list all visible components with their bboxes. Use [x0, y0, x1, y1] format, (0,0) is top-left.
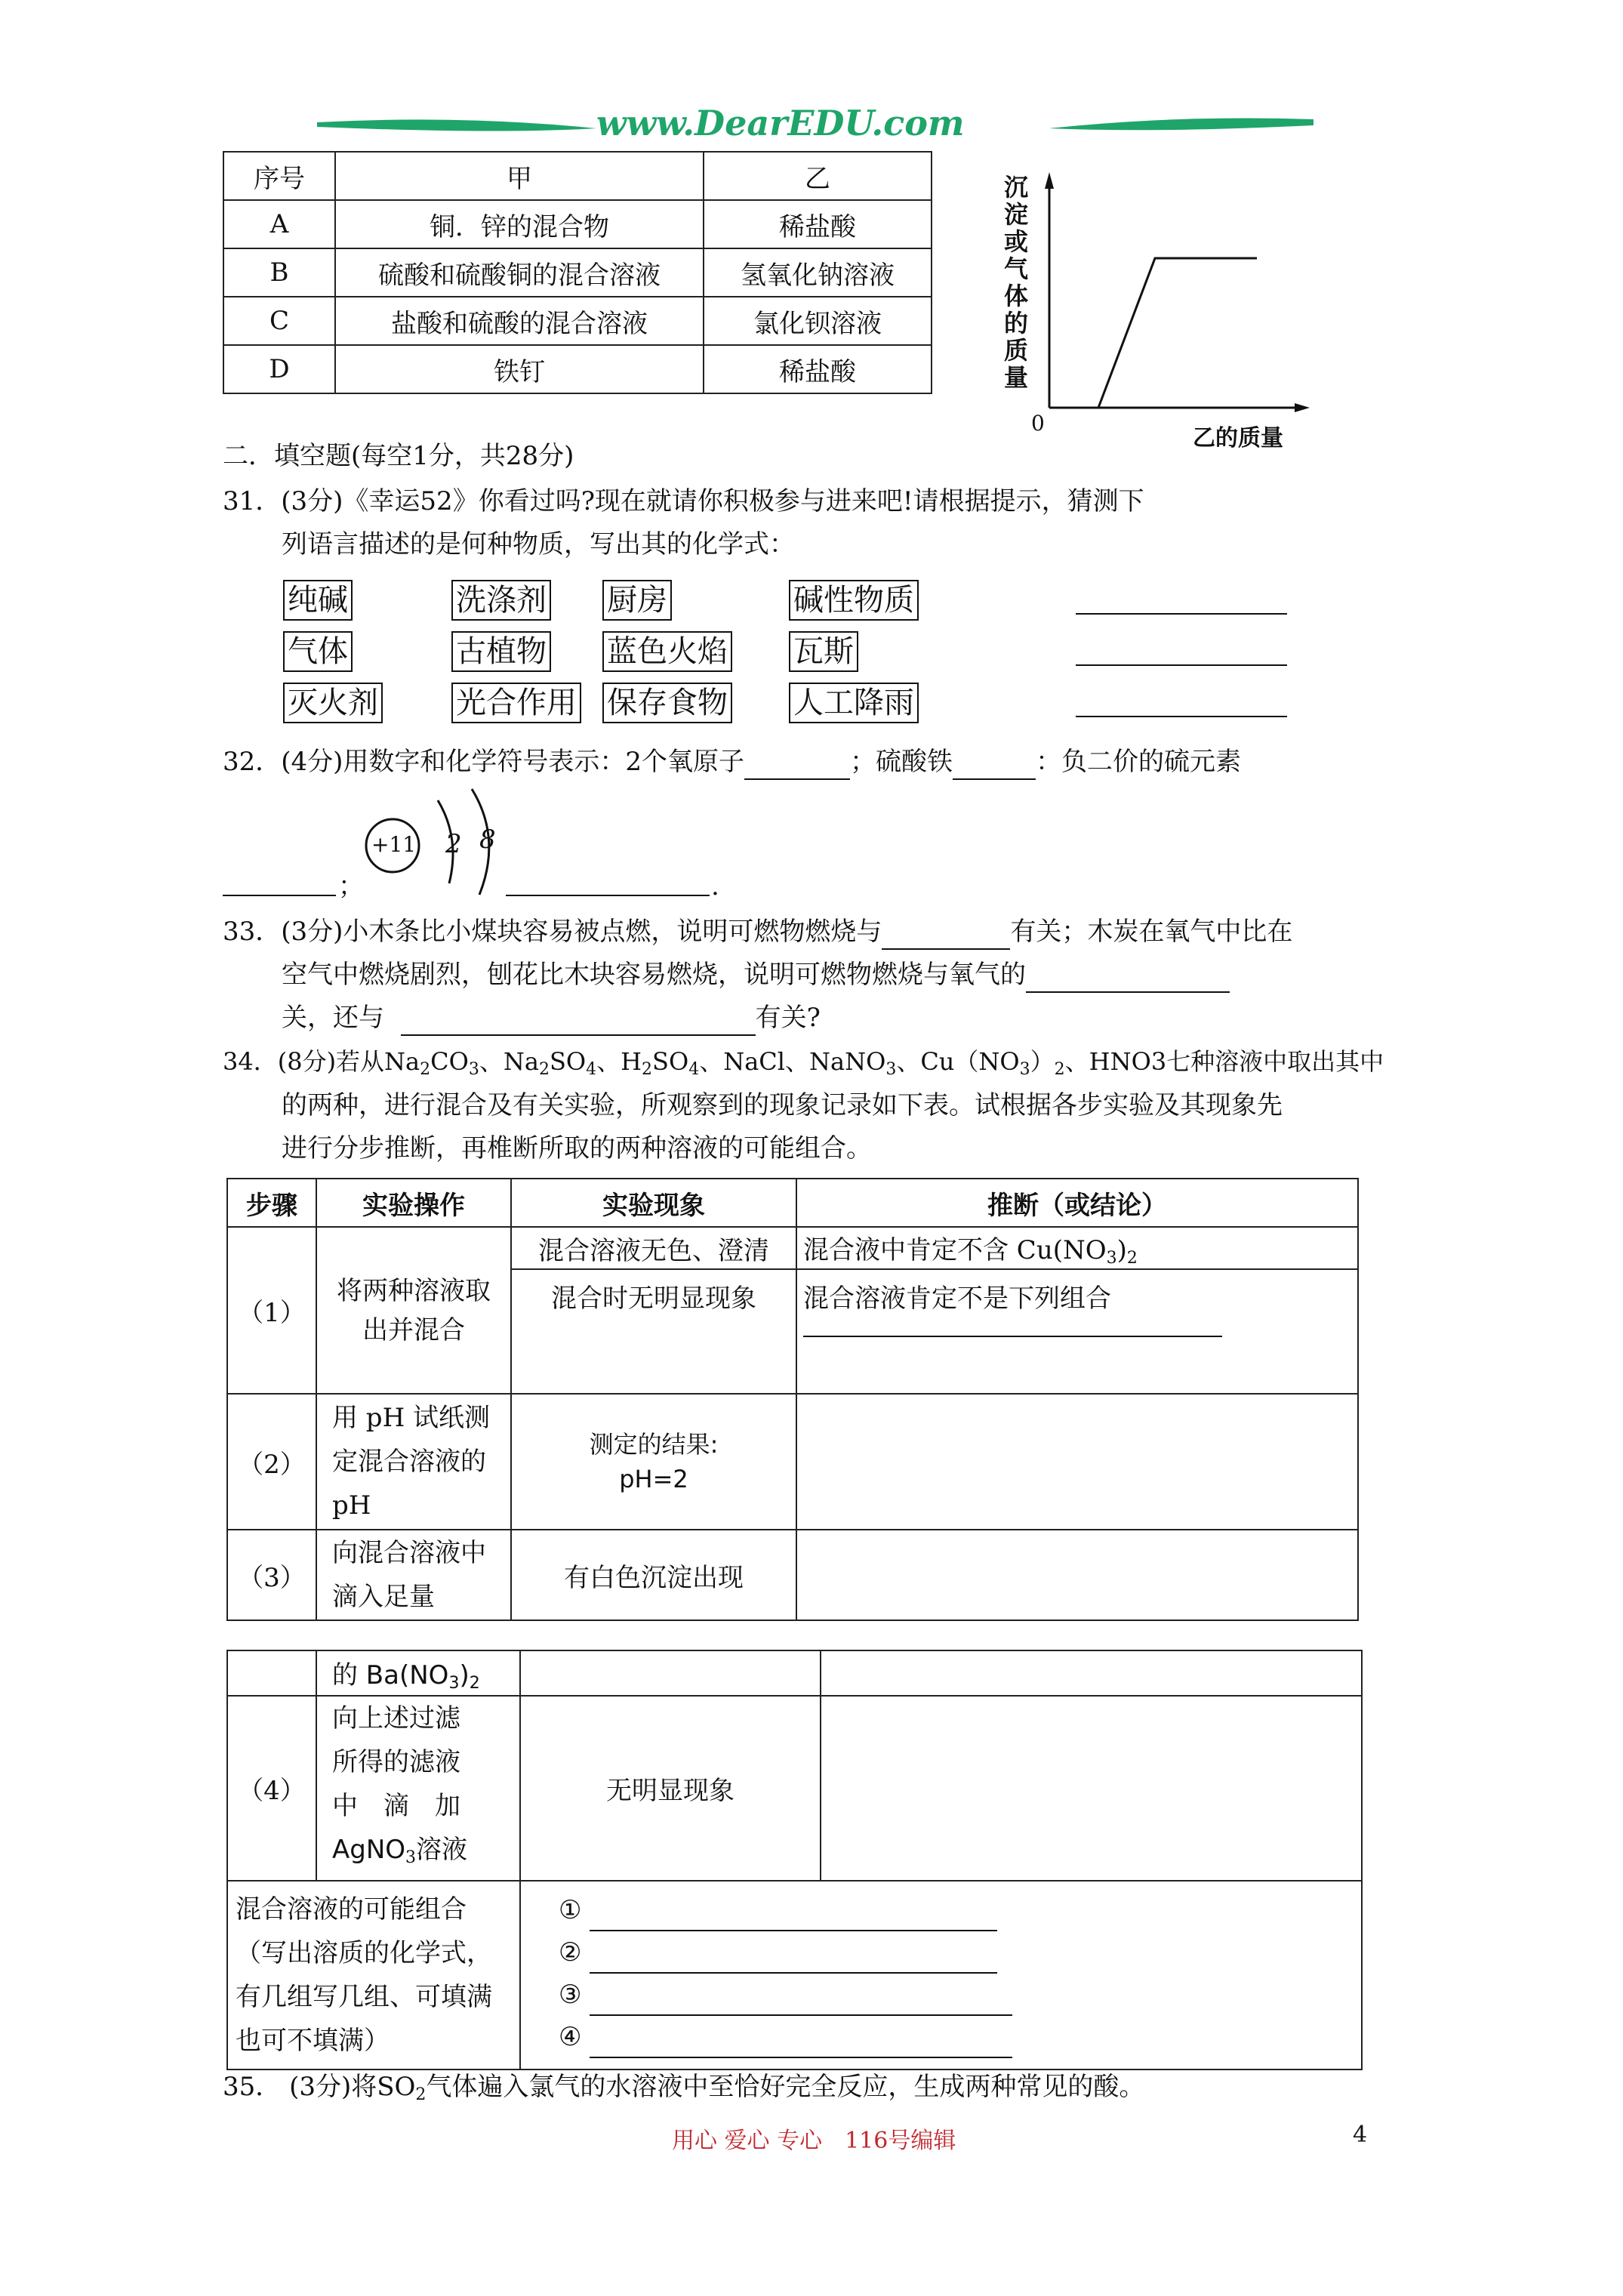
graph-ylabel: 沉淀或气体的质量 — [1004, 173, 1029, 392]
q33-line3 — [282, 1000, 821, 1036]
table-reagents — [223, 151, 932, 394]
q33-text: 关，还与 — [282, 1003, 384, 1033]
q31-line2: 列语言描述的是何种物质，写出其的化学式： — [282, 529, 795, 559]
ph-value: pH=2 — [619, 1465, 688, 1493]
table-header: 实验操作 — [316, 1179, 511, 1227]
answer-line — [1076, 716, 1287, 717]
combo-label-cell: 混合溶液的可能组合（写出溶质的化学式，有几组写几组、可填满也可不填满） — [227, 1881, 520, 2069]
phenomenon-cell — [520, 1650, 821, 1696]
phenomenon-cell: 无明显现象 — [520, 1696, 821, 1881]
q33-text: 33．(3分)小木条比小煤块容易被点燃，说明可燃物燃烧与 — [223, 917, 882, 947]
graph-axes — [1004, 166, 1313, 453]
hint-box: 灭火剂 — [283, 683, 383, 723]
combo-row: ③ — [559, 1974, 1323, 2016]
op-cell: 向混合溶液中滴入足量 — [316, 1530, 511, 1620]
conclusion-cell — [821, 1696, 1362, 1881]
nucleus-label: +11 — [371, 832, 417, 857]
graph-xlabel: 乙的质量 — [1193, 425, 1283, 451]
step-cell: （3） — [227, 1530, 316, 1620]
q33-line2 — [282, 957, 1230, 993]
q32-period: . — [711, 871, 719, 901]
op-cell: 的 $Ba(NO_3)_2$ — [316, 1650, 520, 1696]
table-cell: 铁钉 — [335, 345, 704, 393]
table-header: 实验现象 — [511, 1179, 796, 1227]
table-header: 甲 — [335, 152, 704, 200]
conclusion-cell — [796, 1530, 1358, 1620]
answer-blank — [1026, 966, 1230, 993]
step-cell: （2） — [227, 1394, 316, 1530]
phenomenon-cell: 有白色沉淀出现 — [511, 1530, 796, 1620]
step-cell: （1） — [227, 1227, 316, 1394]
answer-line — [1076, 613, 1287, 615]
hint-box: 人工降雨 — [789, 683, 919, 723]
table-cell: D — [223, 345, 335, 393]
hint-box: 光合作用 — [451, 683, 581, 723]
table-cell: 稀盐酸 — [704, 200, 932, 248]
q33-line1 — [223, 914, 1292, 950]
q34-line3: 进行分步推断，再椎断所取的两种溶液的可能组合。 — [282, 1133, 872, 1163]
combo-row: ① — [559, 1889, 1323, 1931]
hint-box: 蓝色火焰 — [602, 631, 732, 672]
footer-text: 用心 爱心 专心 116号编辑 — [672, 2128, 956, 2154]
q34-line1: 34．(8分)若从$Na_2CO_3$、$Na_2SO_4$、$H_2SO_4$、NaCl、NaNO$_3$、$Cu(NO_3)_2$、HNO3七种溶液中取出其中 — [223, 1047, 1384, 1079]
hint-box: 纯碱 — [283, 580, 353, 621]
combo-row: ② — [559, 1931, 1323, 1974]
answer-blank — [401, 1009, 756, 1036]
ph-result-label: 测定的结果: — [589, 1430, 719, 1459]
page-number: 4 — [1353, 2122, 1368, 2148]
conclusion-cell — [796, 1269, 1358, 1394]
header-banner — [310, 98, 1321, 151]
table-header: 步骤 — [227, 1179, 316, 1227]
table-cell: C — [223, 297, 335, 345]
hint-box: 碱性物质 — [789, 580, 919, 621]
q32-text2: ；硫酸铁 — [850, 747, 953, 777]
q35-line: 35． (3分)将$SO_2$气体遍入氯气的水溶液中至恰好完全反应，生成两种常见的酸。 — [223, 2072, 1145, 2104]
table-cell: 盐酸和硫酸的混合溶液 — [335, 297, 704, 345]
table-experiment — [226, 1178, 1359, 1621]
q32-semicolon: ； — [338, 871, 364, 901]
hint-box: 厨房 — [602, 580, 672, 621]
table-cell: 稀盐酸 — [704, 345, 932, 393]
shell2-count: 8 — [479, 824, 496, 855]
step-cell — [227, 1650, 316, 1696]
answer-blank — [744, 753, 850, 780]
q32-text: 32．(4分)用数字和化学符号表示：2个氧原子 — [223, 747, 745, 777]
hint-box: 保存食物 — [602, 683, 732, 723]
hint-box: 古植物 — [451, 631, 551, 672]
combo-row: ④ — [559, 2016, 1323, 2058]
combo-answer-cell — [520, 1881, 1362, 2069]
q33-text: 有关；木炭在氧气中比在 — [1010, 917, 1293, 947]
step-cell: （4） — [227, 1696, 316, 1881]
table-cell: B — [223, 248, 335, 297]
atom-structure-diagram — [355, 785, 536, 898]
answer-line — [506, 895, 710, 896]
answer-blank — [953, 753, 1036, 780]
header-site-name: www.DearEDU.com — [596, 103, 965, 143]
table-cell: 氯化钡溶液 — [704, 297, 932, 345]
q32-text3: ：负二价的硫元素 — [1036, 747, 1242, 777]
conclusion-text: 混合溶液肯定不是下列组合 — [803, 1284, 1111, 1314]
q33-text: 有关? — [755, 1003, 821, 1033]
answer-line — [1076, 664, 1287, 666]
q31-line1: 31．(3分)《幸运52》你看过吗?现在就请你积极参与进来吧!请根据提示，猜测下 — [223, 486, 1144, 516]
table-cell: 铜．锌的混合物 — [335, 200, 704, 248]
q33-text: 空气中燃烧剧烈，刨花比木块容易燃烧，说明可燃物燃烧与氧气的 — [282, 960, 1026, 990]
answer-line — [803, 1314, 1222, 1337]
hint-box: 气体 — [283, 631, 353, 672]
hint-box: 瓦斯 — [789, 631, 858, 672]
answer-line — [223, 895, 336, 896]
section-title: 二．填空题(每空1分，共28分) — [223, 441, 574, 471]
table-cell: A — [223, 200, 335, 248]
op-cell: 将两种溶液取出并混合 — [316, 1227, 511, 1394]
phenomenon-cell: 混合时无明显现象 — [511, 1269, 796, 1394]
phenomenon-cell: 混合溶液无色、澄清 — [511, 1227, 796, 1269]
q34-line2: 的两种，进行混合及有关实验，所观察到的现象记录如下表。试根据各步实验及其现象先 — [282, 1090, 1283, 1120]
conclusion-cell — [821, 1650, 1362, 1696]
table-header: 推断（或结论） — [796, 1179, 1358, 1227]
mass-graph — [1004, 166, 1313, 453]
graph-origin: 0 — [1031, 411, 1045, 436]
op-cell: 用 pH 试纸测定混合溶液的 pH — [316, 1394, 511, 1530]
conclusion-cell — [796, 1394, 1358, 1530]
shell1-count: 2 — [445, 829, 462, 859]
table-experiment-continued — [226, 1650, 1363, 2070]
table-cell: 氢氧化钠溶液 — [704, 248, 932, 297]
q32-line — [223, 744, 1241, 780]
conclusion-cell: 混合液中肯定不含 $Cu(NO_3)_2$ — [796, 1227, 1358, 1269]
op-cell: 向上述过滤 所得的滤液 中 滴 加 AgNO$_3$溶液 — [316, 1696, 520, 1881]
hint-box: 洗涤剂 — [451, 580, 551, 621]
answer-blank — [882, 923, 1010, 950]
phenomenon-cell — [511, 1394, 796, 1530]
table-cell: 硫酸和硫酸铜的混合溶液 — [335, 248, 704, 297]
table-header: 乙 — [704, 152, 932, 200]
table-header: 序号 — [223, 152, 335, 200]
